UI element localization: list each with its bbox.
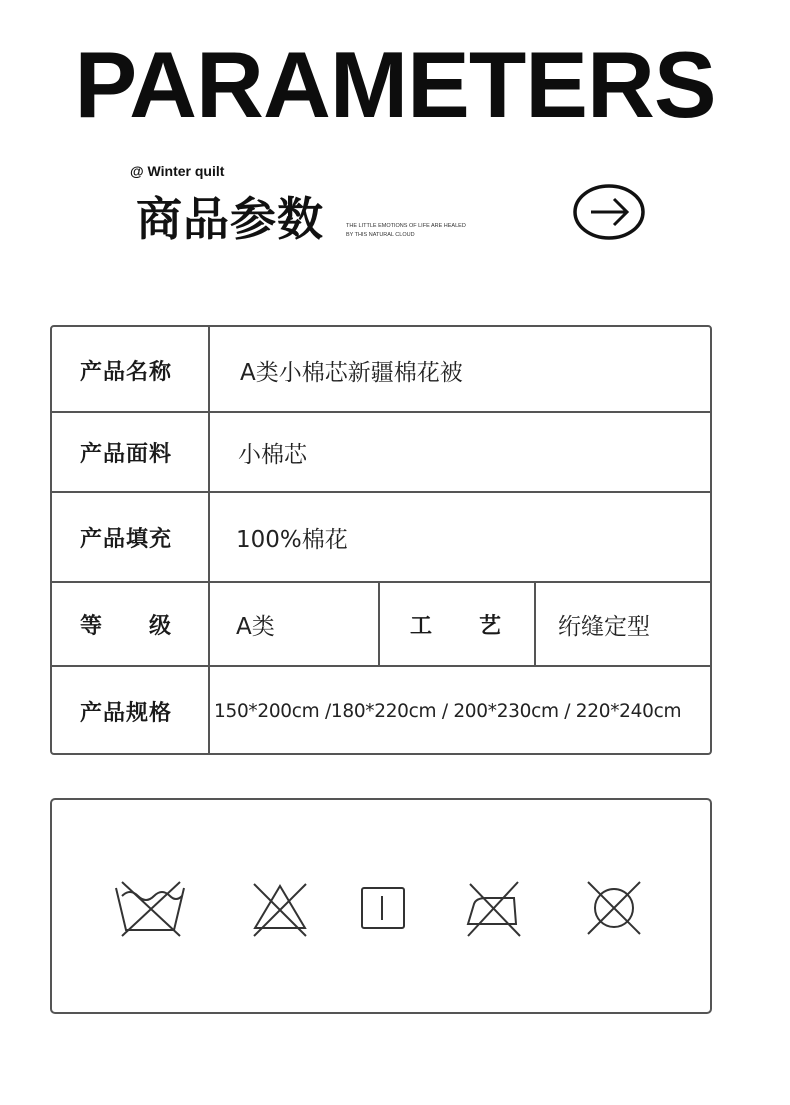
size-value: 150*200cm /180*220cm / 200*230cm / 220*240cm (214, 700, 682, 722)
craft-value: 绗缝定型 (558, 613, 650, 640)
tagline-line-1: THE LITTLE EMOTIONS OF LIFE ARE HEALED (346, 223, 466, 229)
product-name-label: 产品名称 (80, 359, 173, 385)
section-title-cn: 商品参数 (136, 192, 324, 246)
table-row-name-value-cell (210, 327, 710, 413)
parameter-table (50, 325, 712, 755)
size-label: 产品规格 (80, 700, 173, 726)
filling-value: 100%棉花 (236, 526, 348, 553)
tumble-dry-line-icon (360, 886, 406, 936)
no-wash-icon (112, 878, 188, 942)
no-dry-clean-icon (584, 878, 644, 942)
table-row-grade-label-cell (52, 583, 208, 665)
tagline (346, 222, 486, 240)
filling-label: 产品填充 (80, 526, 173, 552)
arrow-right-circle-icon[interactable] (572, 183, 646, 241)
table-row-filling-value-cell (210, 493, 710, 581)
table-row-craft-value-cell (536, 583, 710, 665)
table-row-size-value-cell (210, 667, 710, 755)
tagline-line-2: BY THIS NATURAL CLOUD (346, 232, 415, 238)
table-row-fabric-value-cell (210, 413, 710, 491)
craft-label: 工 艺 (410, 613, 503, 639)
table-row-grade-value-cell (210, 583, 378, 665)
care-instructions-box (50, 798, 712, 1014)
table-row-name-label-cell (52, 327, 208, 413)
no-bleach-icon (250, 880, 310, 944)
fabric-value: 小棉芯 (238, 441, 307, 468)
table-row-craft-label-cell (380, 583, 534, 665)
fabric-label: 产品面料 (80, 441, 173, 467)
grade-label: 等 级 (80, 613, 173, 639)
table-row-fabric-label-cell (52, 413, 208, 491)
table-row-size-label-cell (52, 667, 208, 755)
no-iron-icon (464, 880, 522, 942)
grade-value: A类 (236, 613, 275, 640)
table-row-filling-label-cell (52, 493, 208, 581)
page-title: PARAMETERS (74, 32, 716, 137)
winter-quilt-tag: @ Winter quilt (130, 163, 225, 179)
product-name-value: A类小棉芯新疆棉花被 (240, 359, 463, 386)
